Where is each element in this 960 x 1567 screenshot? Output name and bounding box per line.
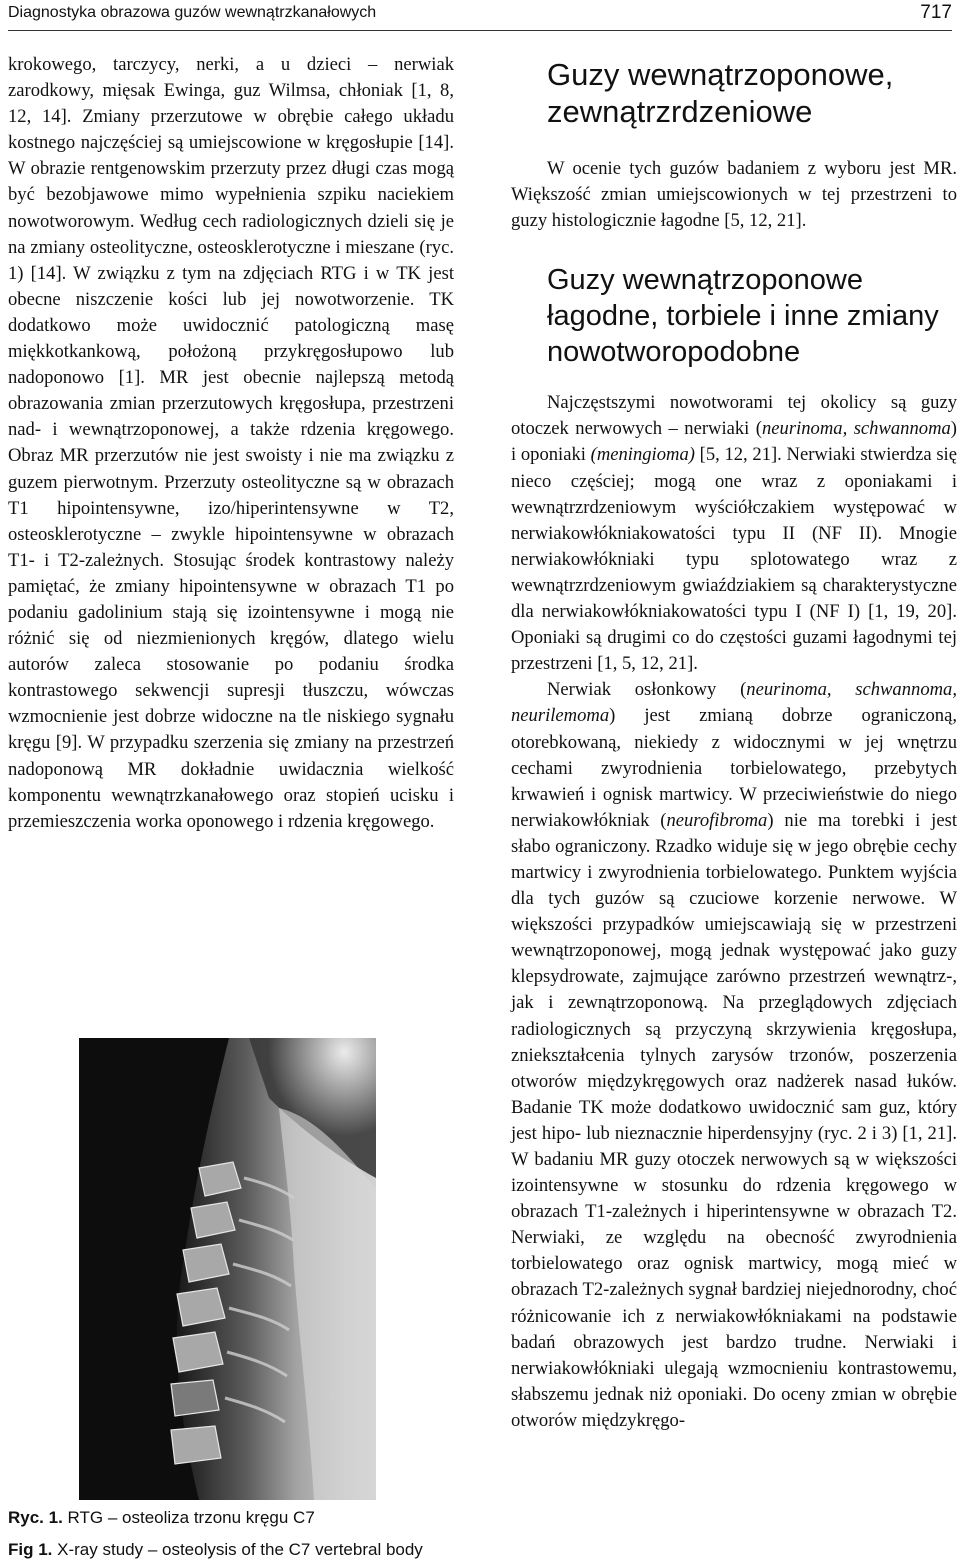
p2-term-1: neurinoma, schwannoma (762, 418, 951, 440)
p3-text-c: ) nie ma torebki i jest słabo ograniczony. Rzadko widuje się w jego obrębie cechy martwicy i zwyrodnienia torbielowatego. Punktem wyjścia dla tych guzów są czuciowe korzenie nerwowe. W większości przypadków umiejscawiają się w przestrzeni wewnątrzoponowej, mogą jednak występować jako guzy klepsydrowate, zajmujące zarówno przestrzeń wewnątrz-, jak i zewnątrzoponową. Na przeglądowych zdjęciach radiologicznych są przyczyną skrzywienia kręgosłupa, zniekształcenia tylnych zarysów trzonów, poszerzenia otworów międzykręgowych oraz nadżerek nasad łuków. Badanie TK może dodatkowo uwidocznić sam guz, który jest hipo- lub nieznacznie hiperdensyjny (ryc. 2 i 3) [1, 21]. W badaniu MR guzy otoczek nerwowych są w większości izointensywne w stosunku do rdzenia kręgowego w obrazach T1-zależnych i hiperintensywne w obrazach T2. Nerwiaki, ze względu na obecność zwyrodnienia torbielowatego oraz ognisk martwicy, mogą mieć w obrazach T2-zależnych sygnał bardziej niejednorodny, choć różnicowanie ich z nerwiakowłókniakami na podstawie badań obrazowych jest bardzo trudne. Nerwiaki i nerwiakowłókniaki ulegają wzmocnieniu kontrastowemu, słabszemu jednak niż oponiaki. Do oceny zmian w obrębie otworów międzykręgo- (511, 809, 957, 1431)
running-header (8, 0, 952, 31)
p3-text-a: Nerwiak osłonkowy ( (547, 679, 747, 701)
right-paragraph-2 (511, 390, 957, 677)
p2-text-c: [5, 12, 21]. Nerwiaki stwierdza się nieco częściej; mogą one wraz z oponiakami i wewnątrzrdzeniowym wyściółczakiem występować w nerwiakowłókniakowatości typu II (NF II). Mnogie nerwiakowłókniaki typu splotowatego wraz z wewnątrzrdzeniowym gwiaździakiem są charakterystyczne dla nerwiakowłókniakowatości typu I (NF I) [1, 19, 20]. Oponiaki są drugimi co do częstości guzami łagodnymi tej przestrzeni [1, 5, 12, 21]. (511, 444, 957, 675)
right-paragraph-1: W ocenie tych guzów badaniem z wyboru jest MR. Większość zmian umiejscowionych w tej przestrzeni to guzy histologicznie łagodne [5, 12, 21]. (511, 158, 957, 232)
right-column (511, 52, 957, 1434)
right-paragraph-3 (511, 677, 957, 1434)
p3-term-2: neurofibroma (666, 809, 768, 831)
figure-caption-en-text: X-ray study – osteolysis of the C7 vertebral body (52, 1540, 423, 1559)
p2-term-2: (meningioma) (590, 444, 695, 466)
p3-text-b: ) jest zmianą dobrze ograniczoną, otorebkowaną, niekiedy z widocznymi w jej wnętrzu cechami zwyrodnienia torbielowatego, przebytych krwawień i ognisk martwicy. W przeciwieństwie do niego nerwiakowłókniak ( (511, 705, 957, 831)
figure-caption-pl-label: Ryc. 1. (8, 1508, 63, 1527)
figure-caption-en (8, 1540, 423, 1560)
p2-text-b: ) i oponiaki (511, 418, 957, 466)
section-heading-benign-tumors: Guzy wewnątrzoponowe łagodne, torbiele i inne zmiany nowotworopodobne (547, 264, 939, 369)
p3-term-1: neurinoma, schwannoma, neurilemoma (511, 679, 957, 727)
figure-caption-en-label: Fig 1. (8, 1540, 53, 1559)
section-heading-intradural-extramedullary: Guzy wewnątrzoponowe, zewnątrzrdzeniowe (547, 57, 894, 129)
left-body-paragraph: krokowego, tarczycy, nerki, a u dzieci – nerwiak zarodkowy, mięsak Ewinga, guz Wilmsa, chłoniak [1, 8, 12, 14]. Zmiany przerzutowe w obrębie całego układu kostnego najczęściej są umiejscowione w kręgosłupie [14]. W obrazie rentgenowskim przerzuty przez długi czas mogą być bezobjawowe mimo wypełnienia szpiku naciekiem nowotworowym. Według cech radiologicznych dzieli się je na zmiany osteolityczne, osteosklerotyczne i mieszane (ryc. 1) [14]. W związku z tym na zdjęciach RTG i w TK jest obecne niszczenie kości lub jej nowotworzenie. TK dodatkowo może uwidocznić patologiczną masę miękkotkankową, położoną przykręgosłupowo lub nadoponowo [1]. MR jest obecnie najlepszą metodą obrazowania zmian przerzutowych kręgosłupa, przestrzeni nad- i wewnątrzoponowej, a także rdzenia kręgowego. Obraz MR przerzutów nie jest swoisty i nie ma związku z guzem pierwotnym. Przerzuty osteolityczne są w obrazach T1 hipointensywne, izo/hiperintensywne w T2, osteosklerotyczne – zwykle hipointensywne w obrazach T1- i T2-zależnych. Stosując środek kontrastowy należy pamiętać, że zmiany hipointensywne w obrazach T1 po podaniu gadolinium stają się izointensywne i mogą nie różnić się od niezmienionych kręgów, dlatego wielu autorów zaleca stosowanie po podaniu środka kontrastowego sekwencji supresji tłuszczu, wówczas wzmocnienie jest dobrze widoczne na tle niskiego sygnału kręgu [9]. W przypadku szerzenia się zmiany na przestrzeń nadoponową MR dokładnie uwidacznia wielkość komponentu wewnątrzkanałowego oraz stopień ucisku i przemieszczenia worka oponowego i rdzenia kręgowego. (8, 54, 454, 832)
left-column (8, 52, 454, 835)
p2-text-a: Najczęstszymi nowotworami tej okolicy są guzy otoczek nerwowych – nerwiaki ( (511, 392, 957, 440)
figure-caption-pl (8, 1508, 315, 1528)
running-title: Diagnostyka obrazowa guzów wewnątrzkanałowych (8, 4, 377, 21)
figure-caption-pl-text: RTG – osteoliza trzonu kręgu C7 (62, 1508, 315, 1527)
xray-cervical-spine-illustration (79, 1038, 376, 1500)
page-number: 717 (920, 2, 952, 23)
figure-xray-image (79, 1038, 376, 1500)
